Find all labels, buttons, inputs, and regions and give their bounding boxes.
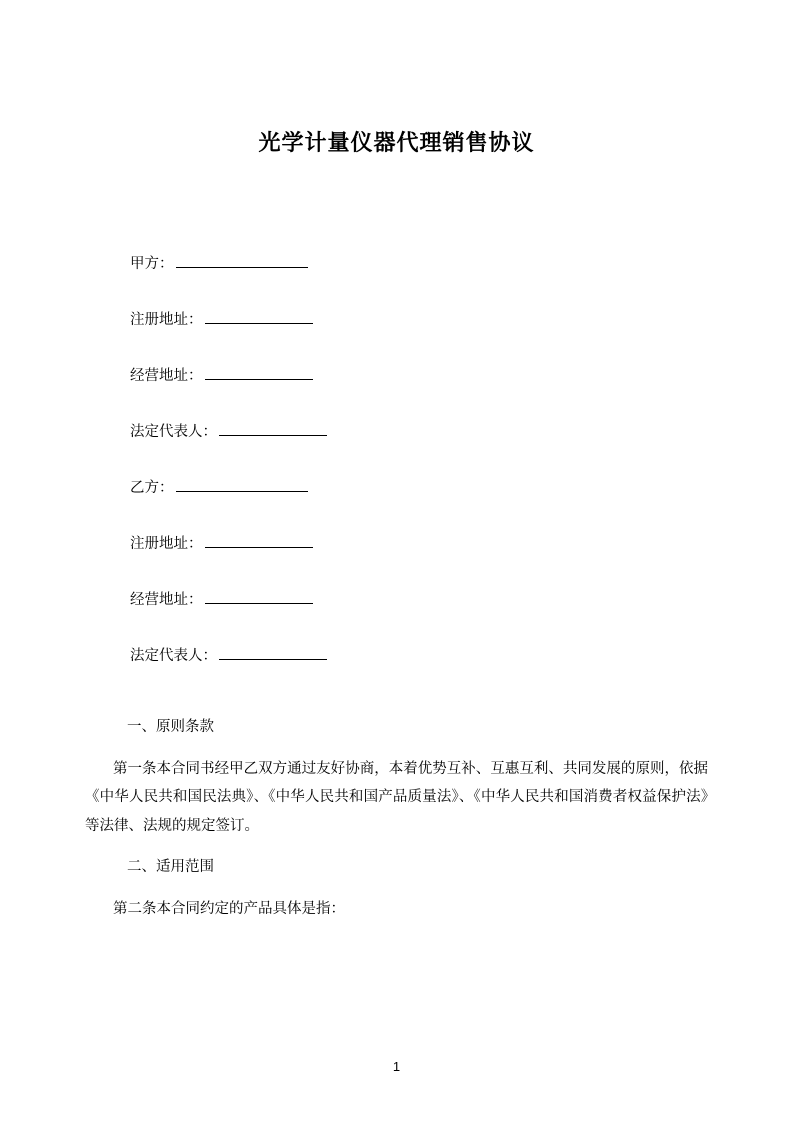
field-label: 甲方： <box>130 255 174 272</box>
party-information-block <box>85 251 708 670</box>
field-party-b-registered-address <box>85 531 708 557</box>
field-party-a-business-address <box>85 363 708 389</box>
section-scope <box>85 840 708 924</box>
field-label: 注册地址： <box>130 536 203 553</box>
section-paragraph: 第一条本合同书经甲乙双方通过友好协商，本着优势互补、互惠互利、共同发展的原则，依据《中华人民共和国民法典》、《中华人民共和国产品质量法》、《中华人民共和国消费者权益保护法》等法律、法规的规定签订。 <box>85 761 708 834</box>
section-heading: 一、原则条款 <box>127 718 214 735</box>
field-blank[interactable] <box>176 477 308 492</box>
field-party-a-registered-address <box>85 307 708 333</box>
field-label: 法定代表人： <box>130 424 217 441</box>
field-blank[interactable] <box>176 253 308 268</box>
field-blank[interactable] <box>205 589 313 604</box>
field-label: 经营地址： <box>130 592 203 609</box>
section-heading: 二、适用范围 <box>127 858 214 875</box>
field-party-b-legal-representative <box>85 643 708 669</box>
field-label: 乙方： <box>130 480 174 497</box>
field-blank[interactable] <box>205 533 313 548</box>
field-blank[interactable] <box>219 645 327 660</box>
page-title: 光学计量仪器代理销售协议 <box>258 130 535 155</box>
field-label: 注册地址： <box>130 311 203 328</box>
field-blank[interactable] <box>205 309 313 324</box>
field-label: 法定代表人： <box>130 648 217 665</box>
field-blank[interactable] <box>205 365 313 380</box>
field-party-a <box>85 251 708 277</box>
field-party-b <box>85 475 708 501</box>
section-principles <box>85 700 708 840</box>
field-label: 经营地址： <box>130 367 203 384</box>
section-paragraph: 第二条本合同约定的产品具体是指： <box>113 901 345 918</box>
field-party-b-business-address <box>85 587 708 613</box>
field-party-a-legal-representative <box>85 419 708 445</box>
page-number: 1 <box>392 1059 401 1074</box>
field-blank[interactable] <box>219 421 327 436</box>
